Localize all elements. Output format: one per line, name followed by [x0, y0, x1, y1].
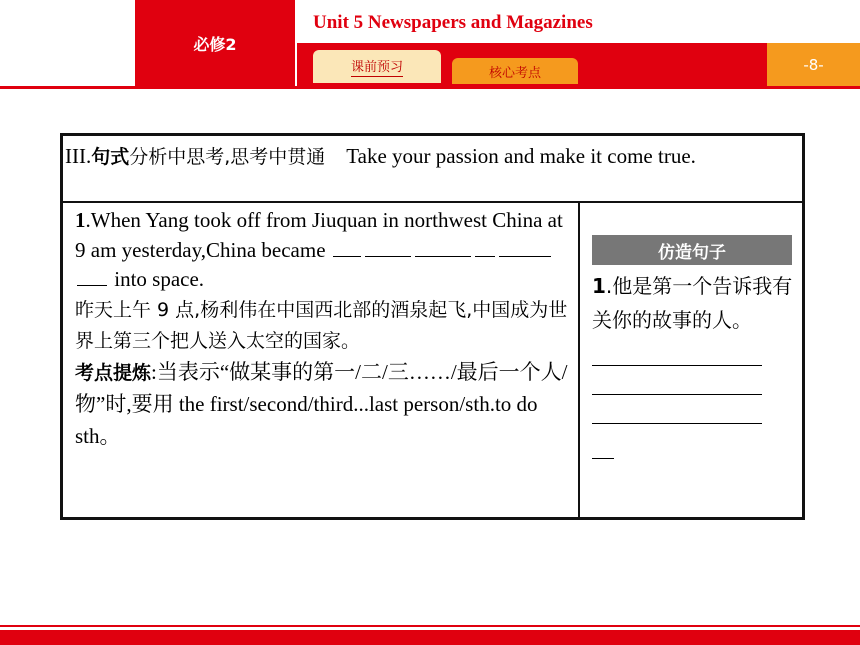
example-text: .When Yang took off from Jiuquan in northwest China at 9 am yesterday,China became — [75, 208, 563, 262]
blank-1[interactable] — [333, 238, 361, 257]
answer-line-1[interactable] — [592, 365, 762, 366]
blank-4[interactable] — [475, 238, 495, 257]
section-header — [63, 136, 802, 203]
section-title: 分析中思考,思考中贯通 — [129, 146, 326, 168]
imitation-prompt — [592, 269, 794, 337]
key-point-label: 考点提炼 — [75, 361, 152, 384]
key-point — [75, 357, 568, 453]
example-text-end: into space. — [114, 267, 205, 291]
unit-title: Unit 5 Newspapers and Magazines — [313, 12, 593, 33]
answer-line-2[interactable] — [592, 394, 762, 395]
example-number: 1 — [75, 208, 86, 232]
example-sentence — [75, 206, 568, 295]
answer-line-3[interactable] — [592, 423, 762, 424]
imitation-cell — [580, 203, 802, 517]
book-label: 必修2 — [135, 0, 295, 86]
imitation-text: .他是第一个告诉我有关你的故事的人。 — [592, 274, 793, 332]
footer-bar — [0, 630, 860, 645]
header-divider — [0, 86, 860, 89]
sentence-analysis-table — [60, 133, 805, 520]
page-number: -8- — [767, 43, 860, 86]
section-roman: III. — [65, 144, 92, 168]
example-translation: 昨天上午 9 点,杨利伟在中国西北部的酒泉起飞,中国成为世界上第三个把人送入太空的国家。 — [75, 298, 568, 352]
blank-6[interactable] — [77, 267, 107, 286]
tab-core-points[interactable]: 核心考点 — [452, 58, 578, 84]
answer-line-4[interactable] — [592, 458, 614, 459]
blank-2[interactable] — [365, 238, 411, 257]
section-title-bold: 句式 — [91, 146, 130, 168]
example-cell — [63, 203, 580, 517]
blank-5[interactable] — [499, 238, 551, 257]
section-motto: Take your passion and make it come true. — [346, 144, 696, 168]
blank-3[interactable] — [415, 238, 471, 257]
tab-preview[interactable]: 课前预习 — [313, 50, 441, 83]
imitation-number: 1 — [592, 274, 606, 298]
key-point-text: :当表示“做某事的第一/二/三……/最后一个人/物”时,要用 the first/second/third...last person/sth.to do sth。 — [75, 359, 568, 448]
imitation-label: 仿造句子 — [592, 235, 792, 265]
